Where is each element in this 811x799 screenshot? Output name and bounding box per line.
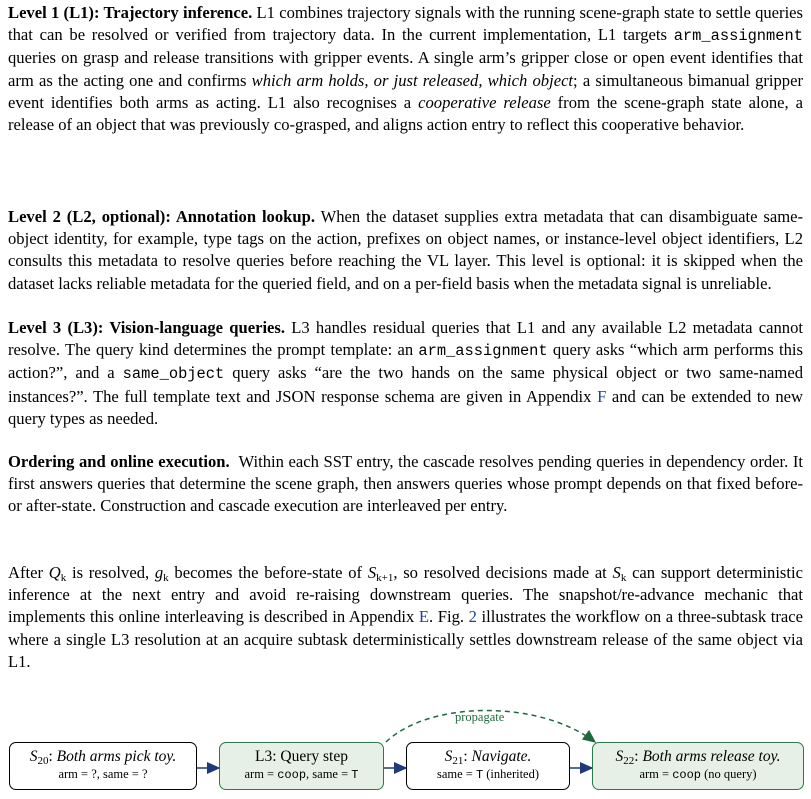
math-sub: 20 xyxy=(37,755,49,767)
appendix-link-e[interactable]: E xyxy=(418,607,430,627)
node-detail: arm = xyxy=(244,767,278,781)
text: becomes the before-state of xyxy=(168,563,368,582)
text: ; a simultaneous bimanual gripper event identifies both arms as acting. L1 also recognises a xyxy=(8,70,803,112)
node-title: Both arms pick toy. xyxy=(56,748,177,765)
text: L1 combines trajectory signals with the running scene-graph state to settle queries that can be resolved or verified from trajectory data. In the current implementation, L1 targets xyxy=(8,3,804,45)
node-detail: , same = xyxy=(306,767,352,781)
node-detail: same = xyxy=(436,767,476,781)
node-title: Both arms release toy. xyxy=(642,748,781,765)
figure-link-2[interactable]: 2 xyxy=(468,607,477,627)
text: When the dataset supplies extra metadata that can disambiguate same-object identity, for example, type tags on the action, prefixes on object names, or instance-level object identifiers, L2 consults this metadata to resolve queries before reaching the VL layer. This level is optional: it is skipped when the dataset lacks reliable metadata for the queried field, and on a per-field basis when the metadata signal is unreliable. xyxy=(8,207,803,293)
node-detail: arm = ?, same = ? xyxy=(58,767,148,781)
node-s20: $S_{20}$: Both arms pick toy. arm = ?, same = ? xyxy=(9,742,197,790)
node-detail-code: coop xyxy=(672,768,701,782)
math-var: g xyxy=(154,563,164,582)
text: is resolved, xyxy=(66,563,155,582)
text: . Fig. xyxy=(429,607,469,627)
code-same-object: same_object xyxy=(122,365,225,384)
node-detail: (no query) xyxy=(701,767,757,781)
node-detail-code: coop xyxy=(277,768,307,782)
math-var: S xyxy=(612,563,621,582)
heading-level2: Level 2 (L2, optional): Annotation lookup. xyxy=(8,207,315,226)
propagate-label: propagate xyxy=(455,710,505,724)
text: queries on grasp and release transitions with gripper events. A single arm’s gripper close or open event identifies that arm as the acting one and confirms xyxy=(8,48,803,90)
heading-ordering: Ordering and online execution. xyxy=(8,452,230,471)
text: L3 handles residual queries that L1 and any available L2 metadata cannot resolve. The query kind determines the prompt template: an xyxy=(8,318,803,360)
math-var: S xyxy=(367,563,377,582)
math-var: S xyxy=(29,748,38,765)
text: and can be extended to new query types as needed. xyxy=(8,386,803,428)
text: from the scene-graph state alone, a release of an object that was previously co-grasped, and aligns action entry to reflect this cooperative behavior. xyxy=(8,92,803,135)
text: After xyxy=(8,563,49,582)
math-sub: k+1 xyxy=(376,572,394,584)
text: can support deterministic inference at the next entry and avoid re-raising downstream queries. The snapshot/re-advance mechanic that implements this online interleaving is described in Appendix xyxy=(8,563,803,627)
node-s21: $S_{21}$: Navigate. same = T (inherited) xyxy=(406,742,570,790)
math-var: S xyxy=(615,748,624,765)
node-detail-code: T xyxy=(351,768,359,782)
emphasis: cooperative release xyxy=(418,92,551,112)
math-sub: k xyxy=(163,572,169,584)
node-detail: arm = xyxy=(639,767,673,781)
math-sub: k xyxy=(60,572,67,584)
heading-level1: Level 1 (L1): Trajectory inference. xyxy=(8,3,253,22)
math-sub: 22 xyxy=(623,755,635,767)
text: query asks “which arm performs this action?”, and a xyxy=(8,340,803,383)
node-l3-query xyxy=(219,742,384,790)
text: illustrates the workflow on a three-subtask trace where a single L3 resolution at an acquire subtask deterministically settles downstream release of the same object via L1. xyxy=(8,607,803,671)
appendix-link-f[interactable]: F xyxy=(597,386,607,406)
code-arm-assignment: arm_assignment xyxy=(673,27,803,46)
math-sub: k xyxy=(620,572,627,584)
heading-level3: Level 3 (L3): Vision-language queries. xyxy=(8,318,286,337)
math-var: Q xyxy=(48,563,61,582)
node-detail-code: T xyxy=(475,768,484,782)
math-sub: 21 xyxy=(452,755,464,767)
node-title: Navigate. xyxy=(471,748,532,765)
node-title: L3: Query step xyxy=(255,748,348,765)
emphasis: which arm holds, or just released, which object xyxy=(251,70,574,90)
math-var: S xyxy=(444,748,453,765)
node-detail: (inherited) xyxy=(483,767,540,781)
node-s22: $S_{22}$: Both arms release toy. arm = coop (no query) xyxy=(592,742,804,790)
text: , so resolved decisions made at xyxy=(393,563,613,582)
code-arm-assignment: arm_assignment xyxy=(418,342,548,361)
text: Within each SST entry, the cascade resolves pending queries in dependency order. It first answers queries that determine the scene graph, then answers queries whose prompt depends on that fixed before- or after-state. Construction and cascade execution are interleaved per entry. xyxy=(8,452,808,516)
text: query asks “are the two hands on the same physical object or two same-named instances?”. The full template text and JSON response schema are given in Appendix xyxy=(8,363,803,406)
